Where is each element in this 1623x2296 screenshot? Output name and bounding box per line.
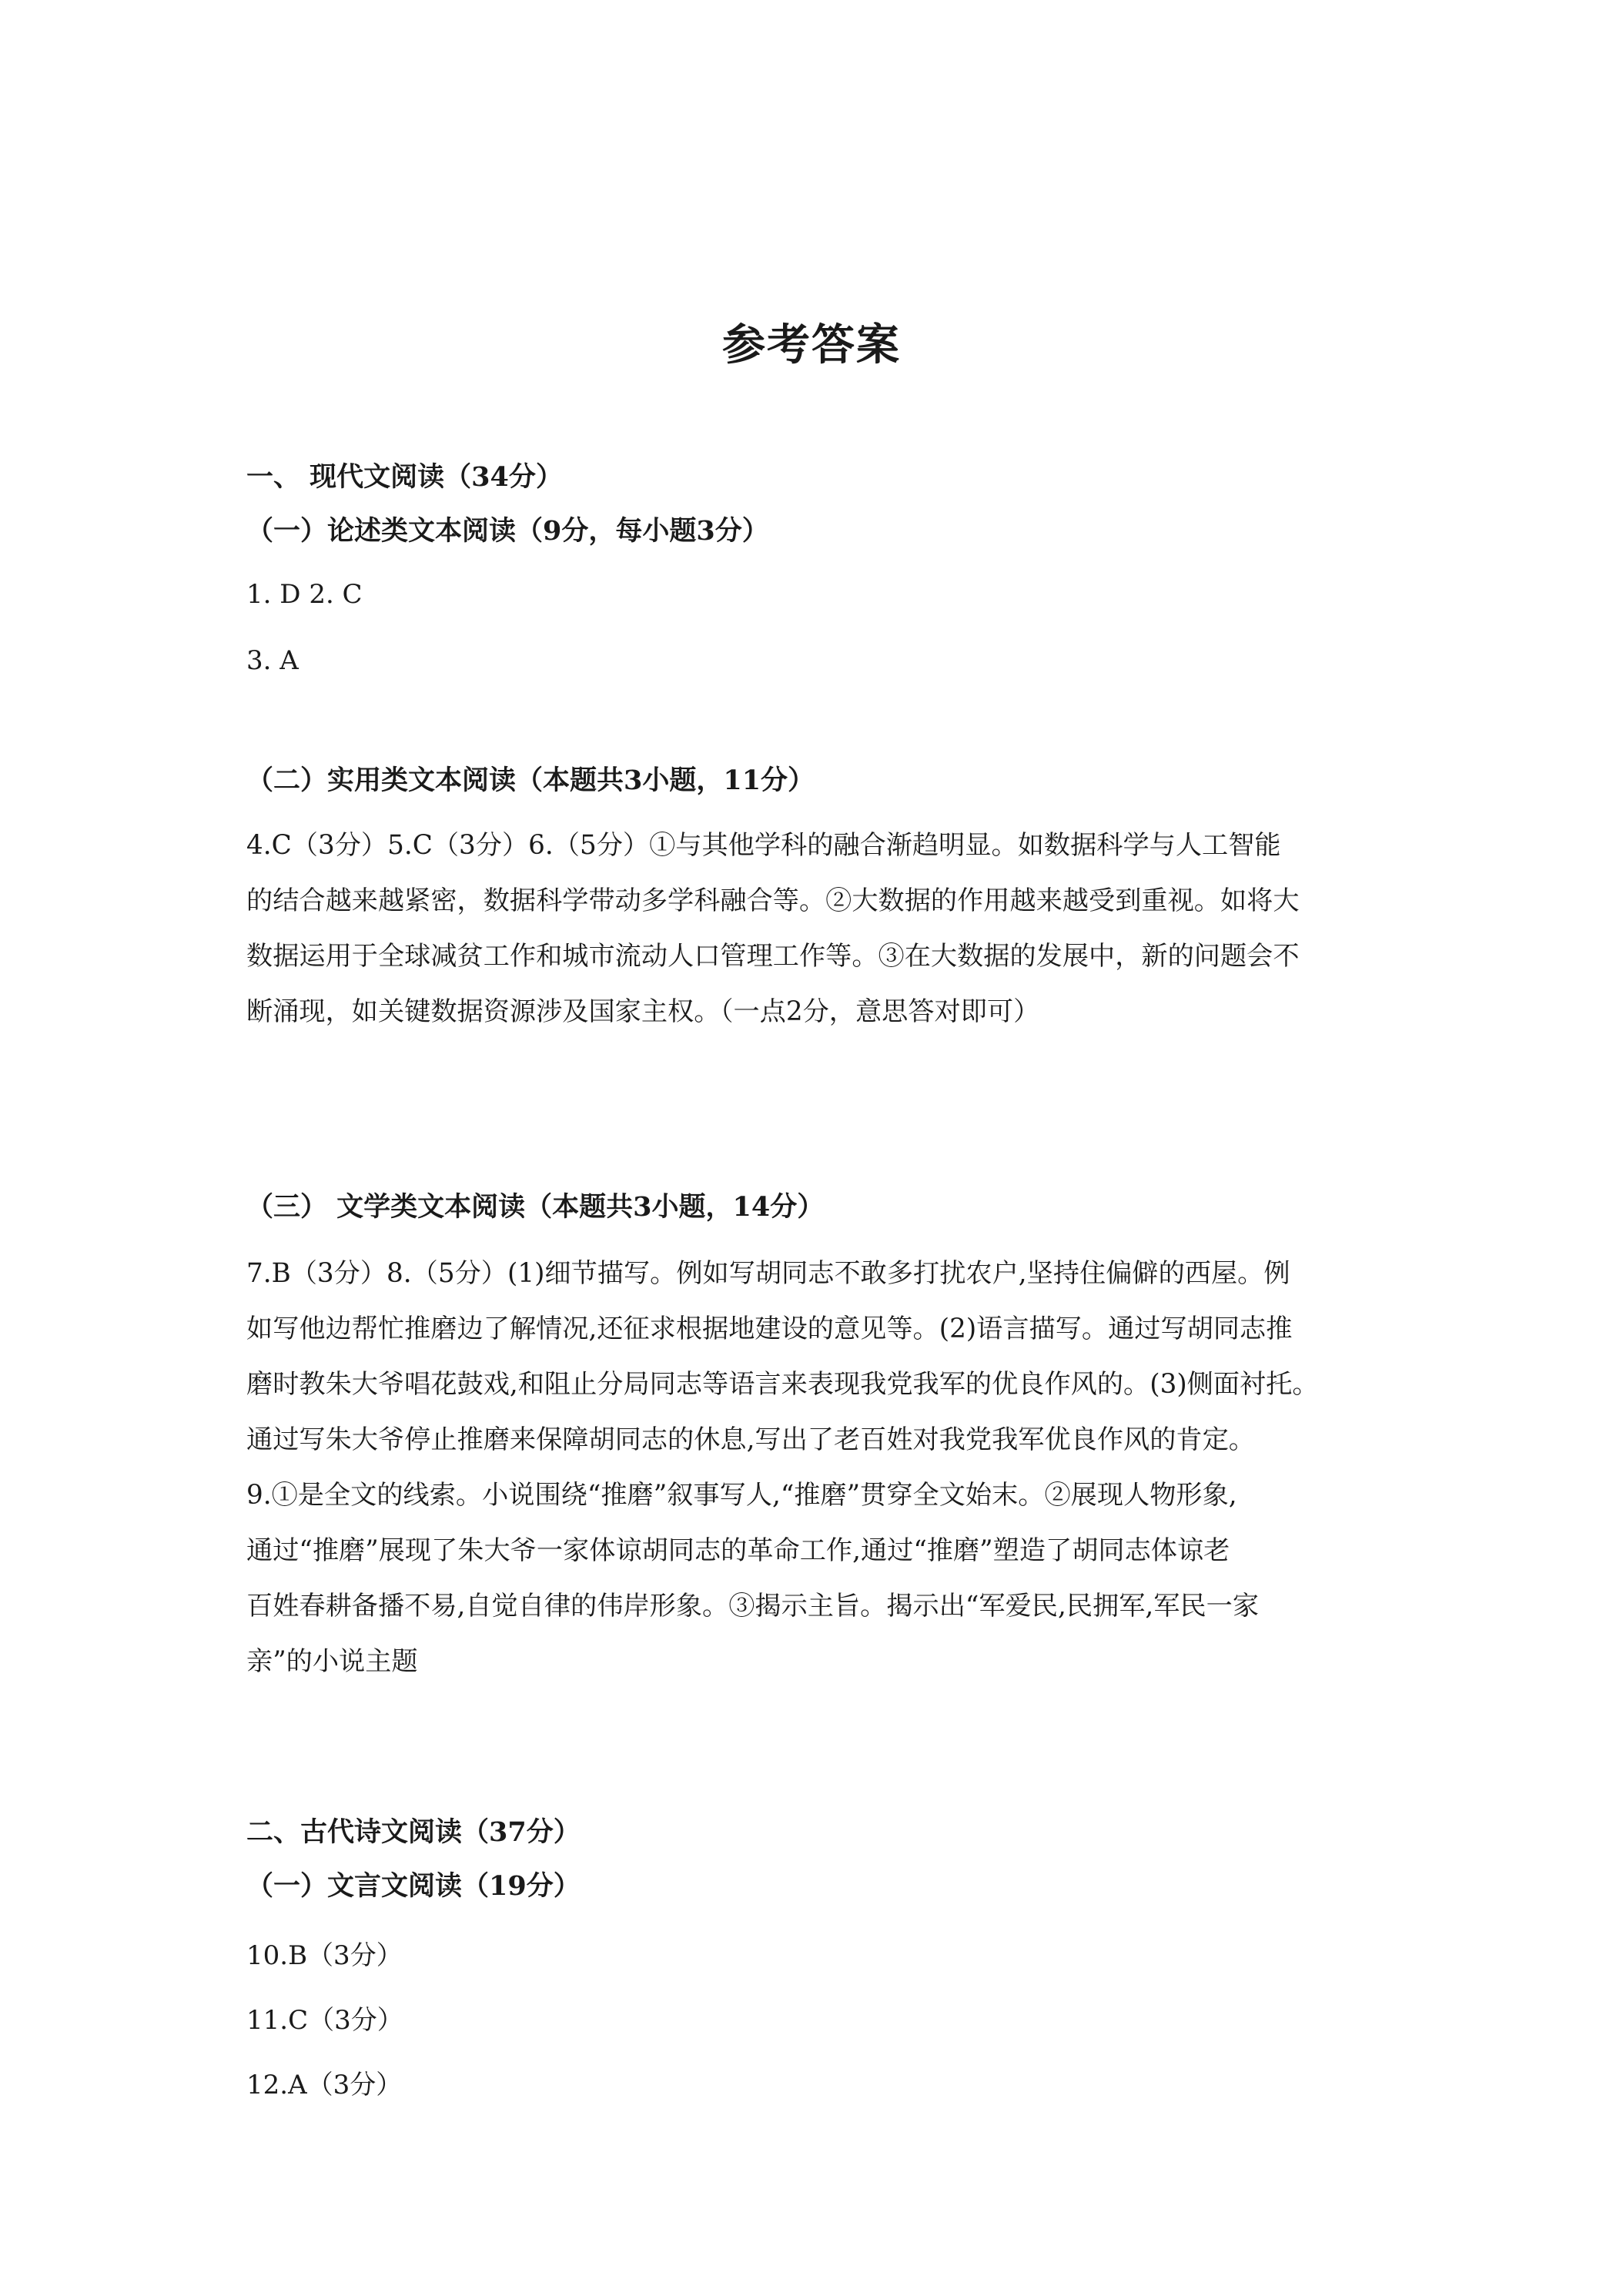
answer-line: 1. D 2. C	[246, 579, 363, 610]
section-heading-classical-reading: 二、古代诗文阅读（37分）	[246, 1816, 581, 1848]
paragraph-line: 断涌现，如关键数据资源涉及国家主权。（一点2分，意思答对即可）	[246, 996, 1040, 1027]
subsection-heading-classical-chinese: （一）文言文阅读（19分）	[246, 1870, 581, 1902]
paragraph-line: 如写他边帮忙推磨边了解情况,还征求根据地建设的意见等。(2)语言描写。通过写胡同志推	[246, 1314, 1293, 1344]
literary-answer-paragraph	[246, 1246, 1386, 1689]
paragraph-line: 亲”的小说主题	[246, 1646, 418, 1677]
paragraph-line: 数据运用于全球减贫工作和城市流动人口管理工作等。③在大数据的发展中，新的问题会不	[246, 941, 1300, 972]
subsection-heading-argumentative: （一）论述类文本阅读（9分，每小题3分）	[246, 515, 769, 547]
paragraph-line: 7.B（3分）8.（5分）(1)细节描写。例如写胡同志不敢多打扰农户,坚持住偏僻的西屋。例	[246, 1258, 1290, 1289]
section-heading-modern-reading: 一、 现代文阅读（34分）	[246, 461, 563, 493]
answer-line: 11.C（3分）	[246, 2005, 403, 2036]
subsection-heading-practical: （二）实用类文本阅读（本题共3小题，11分）	[246, 765, 815, 796]
answer-line: 12.A（3分）	[246, 2070, 403, 2100]
practical-answer-paragraph	[246, 818, 1386, 1039]
subsection-heading-literary: （三） 文学类文本阅读（本题共3小题，14分）	[246, 1191, 825, 1223]
paragraph-line: 通过“推磨”展现了朱大爷一家体谅胡同志的革命工作,通过“推磨”塑造了胡同志体谅老	[246, 1535, 1230, 1566]
page-title: 参考答案	[722, 320, 901, 370]
paragraph-line: 磨时教朱大爷唱花鼓戏,和阻止分局同志等语言来表现我党我军的优良作风的。(3)侧面衬托。	[246, 1369, 1319, 1400]
answer-line: 3. A	[246, 645, 299, 676]
paragraph-line: 通过写朱大爷停止推磨来保障胡同志的休息,写出了老百姓对我党我军优良作风的肯定。	[246, 1424, 1255, 1455]
paragraph-line: 百姓春耕备播不易,自觉自律的伟岸形象。③揭示主旨。揭示出“军爱民,民拥军,军民一家	[246, 1591, 1260, 1622]
paragraph-line: 4.C（3分）5.C（3分）6.（5分）①与其他学科的融合渐趋明显。如数据科学与人工智能	[246, 830, 1281, 861]
paragraph-line: 的结合越来越紧密，数据科学带动多学科融合等。②大数据的作用越来越受到重视。如将大	[246, 885, 1300, 916]
paragraph-line: 9.①是全文的线索。小说围绕“推磨”叙事写人,“推磨”贯穿全文始末。②展现人物形象,	[246, 1480, 1237, 1511]
answer-line: 10.B（3分）	[246, 1940, 403, 1971]
